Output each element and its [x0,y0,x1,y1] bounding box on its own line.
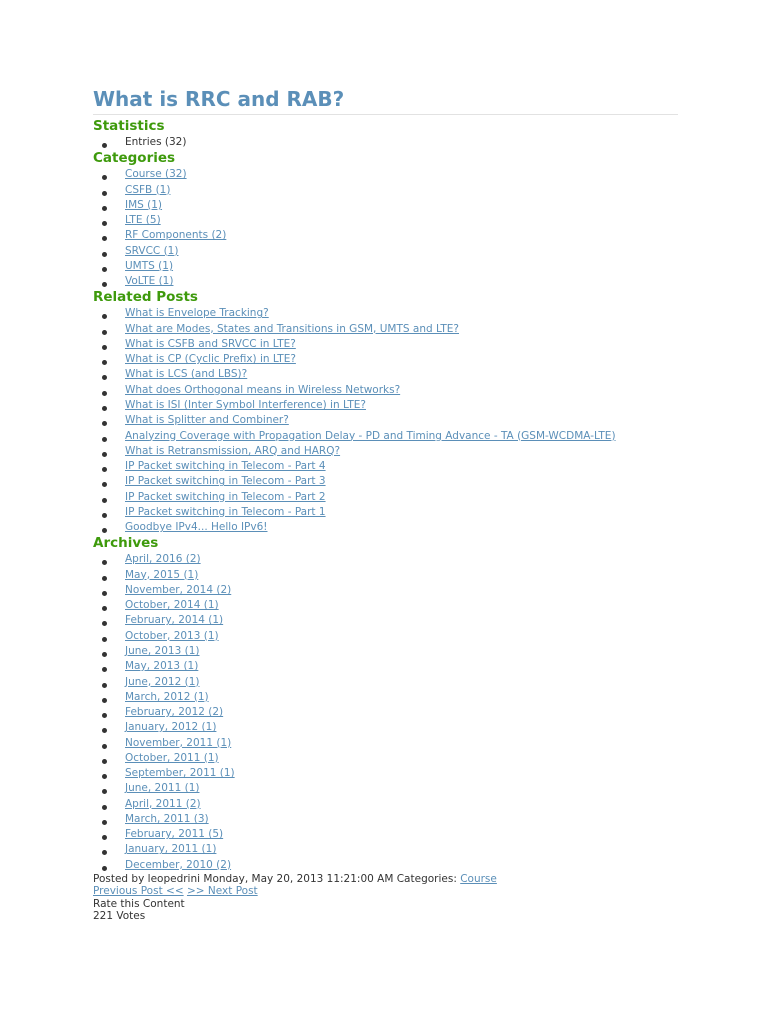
related-post-link[interactable]: IP Packet switching in Telecom - Part 2 [125,490,326,503]
list-item [93,459,678,474]
category-link[interactable]: LTE (5) [125,214,161,227]
related-post-link[interactable]: What does Orthogonal means in Wireless Networks? [125,383,401,396]
list-item [93,690,678,705]
related-post-link[interactable]: What is ISI (Inter Symbol Interference) in LTE? [125,398,366,411]
post-navigation [93,885,678,898]
stat-entries: Entries (32) [125,136,187,148]
related-post-link[interactable]: What is CP (Cyclic Prefix) in LTE? [125,353,296,366]
list-item [93,322,678,337]
related-post-link[interactable]: What is Envelope Tracking? [125,307,269,320]
list-item [93,781,678,796]
next-post-link[interactable]: >> Next Post [186,885,258,898]
list-item [93,736,678,751]
archive-link[interactable]: June, 2013 (1) [125,644,200,657]
archive-link[interactable]: February, 2011 (5) [125,828,224,841]
category-link[interactable]: Course (32) [125,168,187,181]
list-item [93,337,678,352]
list-item [93,675,678,690]
list-item [93,812,678,827]
list-item [93,244,678,259]
related-posts-list [93,306,678,535]
list-item [93,383,678,398]
statistics-heading: Statistics [93,118,165,134]
list-item [93,135,678,150]
list-item [93,429,678,444]
list-item [93,552,678,567]
archive-link[interactable]: April, 2016 (2) [125,553,201,566]
list-item [93,259,678,274]
archive-link[interactable]: March, 2012 (1) [125,690,209,703]
archive-link[interactable]: December, 2010 (2) [125,858,232,871]
list-item [93,213,678,228]
list-item [93,444,678,459]
list-item [93,520,678,535]
list-item [93,274,678,289]
archive-link[interactable]: October, 2011 (1) [125,751,219,764]
list-item [93,505,678,520]
archive-link[interactable]: February, 2014 (1) [125,614,224,627]
categories-list [93,167,678,289]
archive-link[interactable]: June, 2011 (1) [125,782,200,795]
list-item [93,198,678,213]
list-item [93,598,678,613]
archive-link[interactable]: January, 2012 (1) [125,721,217,734]
archive-link[interactable]: October, 2014 (1) [125,599,219,612]
related-post-link[interactable]: What are Modes, States and Transitions in GSM, UMTS and LTE? [125,322,460,335]
category-link[interactable]: SRVCC (1) [125,244,179,257]
post-meta [93,873,678,886]
related-post-link[interactable]: What is Splitter and Combiner? [125,414,289,427]
archive-link[interactable]: April, 2011 (2) [125,797,201,810]
list-item [93,766,678,781]
list-item [93,842,678,857]
related-post-link[interactable]: What is LCS (and LBS)? [125,368,248,381]
list-item [93,183,678,198]
post-content [93,86,678,923]
list-item [93,490,678,505]
category-link[interactable]: Course [460,872,497,885]
archive-link[interactable]: March, 2011 (3) [125,812,209,825]
list-item [93,629,678,644]
list-item [93,797,678,812]
votes-count: 221 Votes [93,910,146,923]
list-item [93,659,678,674]
archive-link[interactable]: February, 2012 (2) [125,706,224,719]
archive-link[interactable]: November, 2014 (2) [125,583,232,596]
related-post-link[interactable]: IP Packet switching in Telecom - Part 1 [125,505,326,518]
archives-list [93,552,678,873]
related-post-link[interactable]: IP Packet switching in Telecom - Part 4 [125,460,326,473]
previous-post-link[interactable]: Previous Post << [93,885,184,898]
archive-link[interactable]: November, 2011 (1) [125,736,232,749]
posted-by-text: Posted by leopedrini Monday, May 20, 2013 11:21:00 AM Categories: [93,872,461,885]
archive-link[interactable]: May, 2013 (1) [125,660,199,673]
related-post-link[interactable]: Goodbye IPv4... Hello IPv6! [125,521,268,534]
archives-heading: Archives [93,535,159,552]
related-post-link[interactable]: What is CSFB and SRVCC in LTE? [125,337,296,350]
list-item [93,352,678,367]
related-post-link[interactable]: What is Retransmission, ARQ and HARQ? [125,444,341,457]
archive-link[interactable]: September, 2011 (1) [125,767,235,780]
archive-link[interactable]: January, 2011 (1) [125,843,217,856]
list-item [93,167,678,182]
category-link[interactable]: IMS (1) [125,198,163,211]
archive-link[interactable]: May, 2015 (1) [125,568,199,581]
category-link[interactable]: CSFB (1) [125,183,171,196]
post-footer [93,873,678,923]
categories-heading: Categories [93,150,176,167]
related-posts-heading: Related Posts [93,289,198,306]
list-item [93,413,678,428]
related-post-link[interactable]: Analyzing Coverage with Propagation Delay - PD and Timing Advance - TA (GSM-WCDMA-LTE) [125,429,616,442]
list-item [93,827,678,842]
category-link[interactable]: UMTS (1) [125,259,174,272]
list-item [93,306,678,321]
list-item [93,613,678,628]
category-link[interactable]: RF Components (2) [125,229,227,242]
list-item [93,644,678,659]
archive-link[interactable]: June, 2012 (1) [125,675,200,688]
statistics-list [93,135,678,150]
list-item [93,568,678,583]
related-post-link[interactable]: IP Packet switching in Telecom - Part 3 [125,475,326,488]
list-item [93,228,678,243]
archive-link[interactable]: October, 2013 (1) [125,629,219,642]
list-item [93,705,678,720]
list-item [93,583,678,598]
list-item [93,858,678,873]
list-item [93,720,678,735]
list-item [93,398,678,413]
page-title: What is RRC and RAB? [93,86,678,115]
category-link[interactable]: VoLTE (1) [125,275,174,288]
list-item [93,751,678,766]
list-item [93,367,678,382]
list-item [93,474,678,489]
rate-content-label: Rate this Content [93,897,185,910]
